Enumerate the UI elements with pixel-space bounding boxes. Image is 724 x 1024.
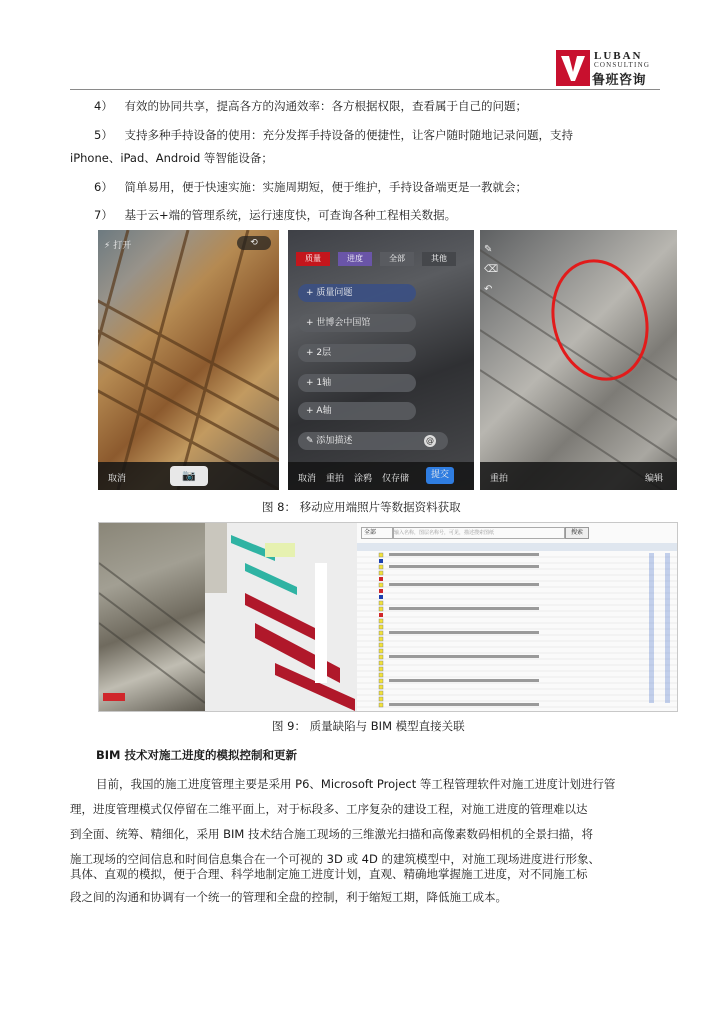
- row-project[interactable]: + 世博会中国馆: [298, 314, 416, 332]
- camera-toolbar: [98, 462, 279, 490]
- list-text: 基于云+端的管理系统，运行速度快，可查询各种工程相关数据。: [124, 208, 457, 222]
- luban-v-logo-icon: [556, 50, 590, 86]
- row-quality-issue[interactable]: + 质量问题: [298, 284, 416, 302]
- save-only-button[interactable]: 仅存储: [382, 474, 410, 484]
- doodle-button[interactable]: 涂鸦: [354, 474, 373, 484]
- edit-button[interactable]: 编辑: [644, 474, 663, 484]
- row-add-description[interactable]: ✎ 添加描述: [298, 432, 448, 450]
- figure8-caption: 图 8： 移动应用端照片等数据资料获取: [262, 500, 461, 514]
- list-item-4: [94, 98, 527, 114]
- paragraph-line-5: 具体、直观的模拟，便于合理、科学地制定施工进度计划，直观、精确地掌握施工进度，对不同施工标: [70, 867, 588, 881]
- figure9-caption: 图 9： 质量缺陷与 BIM 模型直接关联: [272, 719, 465, 733]
- rebar-texture: [98, 230, 279, 490]
- paragraph-line-4: 施工现场的空间信息和时间信息集合在一个可视的 3D 或 4D 的建筑模型中，对施工现场进度进行形象、: [70, 852, 600, 866]
- retake-button[interactable]: 重拍: [326, 474, 345, 484]
- voice-icon[interactable]: @: [426, 436, 434, 445]
- plus-icon: +: [306, 288, 317, 298]
- photo-annotated-screen: [480, 230, 677, 490]
- bim-model-view: [205, 523, 357, 711]
- open-button[interactable]: ⚡ 打开: [104, 241, 132, 251]
- list-number: 7）: [94, 208, 113, 222]
- site-photo: [99, 523, 205, 711]
- list-text: 有效的协同共享，提高各方的沟通效率：各方根据权限，查看属于自己的问题；: [124, 99, 527, 113]
- undo-icon[interactable]: ↶: [484, 284, 493, 295]
- list-text: 简单易用，便于快速实施：实施周期短，便于维护，手持设备端更是一教就会；: [124, 180, 527, 194]
- figure9-screenshot: [98, 522, 678, 712]
- plus-icon: +: [306, 406, 317, 416]
- list-text: 支持多种手持设备的使用：充分发挥手持设备的便捷性，让客户随时随地记录问题，支持: [124, 128, 573, 142]
- list-number: 6）: [94, 180, 113, 194]
- issue-table: [357, 543, 677, 711]
- photo-camera-screen: [98, 230, 279, 490]
- list-number: 5）: [94, 128, 113, 142]
- annotate-toolbar: [480, 462, 677, 490]
- paragraph-line-1: 目前，我国的施工进度管理主要是采用 P6、Microsoft Project 等工程管理软件对施工进度计划进行管: [96, 777, 616, 791]
- tab-all[interactable]: 全部: [380, 252, 414, 266]
- pen-icon[interactable]: ✎: [484, 244, 493, 255]
- search-input[interactable]: 输入名称，图层名称号，可见，描述搜索图纸: [393, 527, 565, 539]
- plus-icon: +: [306, 378, 317, 388]
- camera-switch-icon[interactable]: ⟲: [237, 236, 271, 250]
- issue-table-rows: [357, 543, 677, 711]
- photo-form-screen: [288, 230, 474, 490]
- form-toolbar: [288, 462, 474, 490]
- eraser-icon[interactable]: ⌫: [484, 264, 499, 275]
- list-item-7: [94, 207, 456, 223]
- paragraph-line-3: 到全面、统筹、精细化，采用 BIM 技术结合施工现场的三维激光扫描和高像素数码相机的全景扫描，将: [70, 827, 594, 841]
- stair-texture: [480, 230, 677, 490]
- retake-button[interactable]: 重拍: [490, 474, 509, 484]
- flash-icon: ⚡: [104, 241, 111, 251]
- luban-logo: [556, 50, 658, 86]
- cancel-button[interactable]: 取消: [108, 474, 127, 484]
- logo-text-cn: 鲁班咨询: [592, 73, 647, 88]
- tab-progress[interactable]: 进度: [338, 252, 372, 266]
- submit-button[interactable]: 提交: [426, 467, 454, 484]
- tab-quality[interactable]: 质量: [296, 252, 330, 266]
- search-button[interactable]: 搜索: [565, 527, 589, 539]
- paragraph-line-6: 段之间的沟通和协调有一个统一的管理和全盘的控制，利于缩短工期，降低施工成本。: [70, 890, 507, 904]
- logo-text-en-sub: CONSULTING: [594, 61, 651, 69]
- paragraph-line-2: 理，进度管理模式仅停留在二维平面上，对于标段多、工序复杂的建设工程，对施工进度的管理难以达: [70, 802, 588, 816]
- plus-icon: +: [306, 348, 317, 358]
- list-item-6: [94, 179, 527, 195]
- cancel-button[interactable]: 取消: [298, 474, 317, 484]
- shutter-button[interactable]: [170, 466, 208, 486]
- pencil-icon: ✎: [306, 436, 317, 446]
- tab-other[interactable]: 其他: [422, 252, 456, 266]
- list-item-5: [94, 127, 573, 143]
- plus-icon: +: [306, 318, 317, 328]
- issue-list-panel: [357, 523, 677, 711]
- stair-photo-texture: [99, 523, 205, 711]
- list-item-5-continued: iPhone、iPad、Android 等智能设备；: [70, 151, 273, 165]
- section-heading: BIM 技术对施工进度的模拟控制和更新: [96, 748, 297, 762]
- logo-text-en: LUBAN: [594, 50, 643, 62]
- category-dropdown[interactable]: 全部: [361, 527, 393, 539]
- bim-stair-model: [205, 523, 357, 711]
- header-rule: [70, 89, 660, 90]
- row-axis-1[interactable]: + 1轴: [298, 374, 416, 392]
- row-axis-a[interactable]: + A轴: [298, 402, 416, 420]
- camera-icon: 📷: [182, 469, 196, 482]
- row-floor[interactable]: + 2层: [298, 344, 416, 362]
- list-number: 4）: [94, 99, 113, 113]
